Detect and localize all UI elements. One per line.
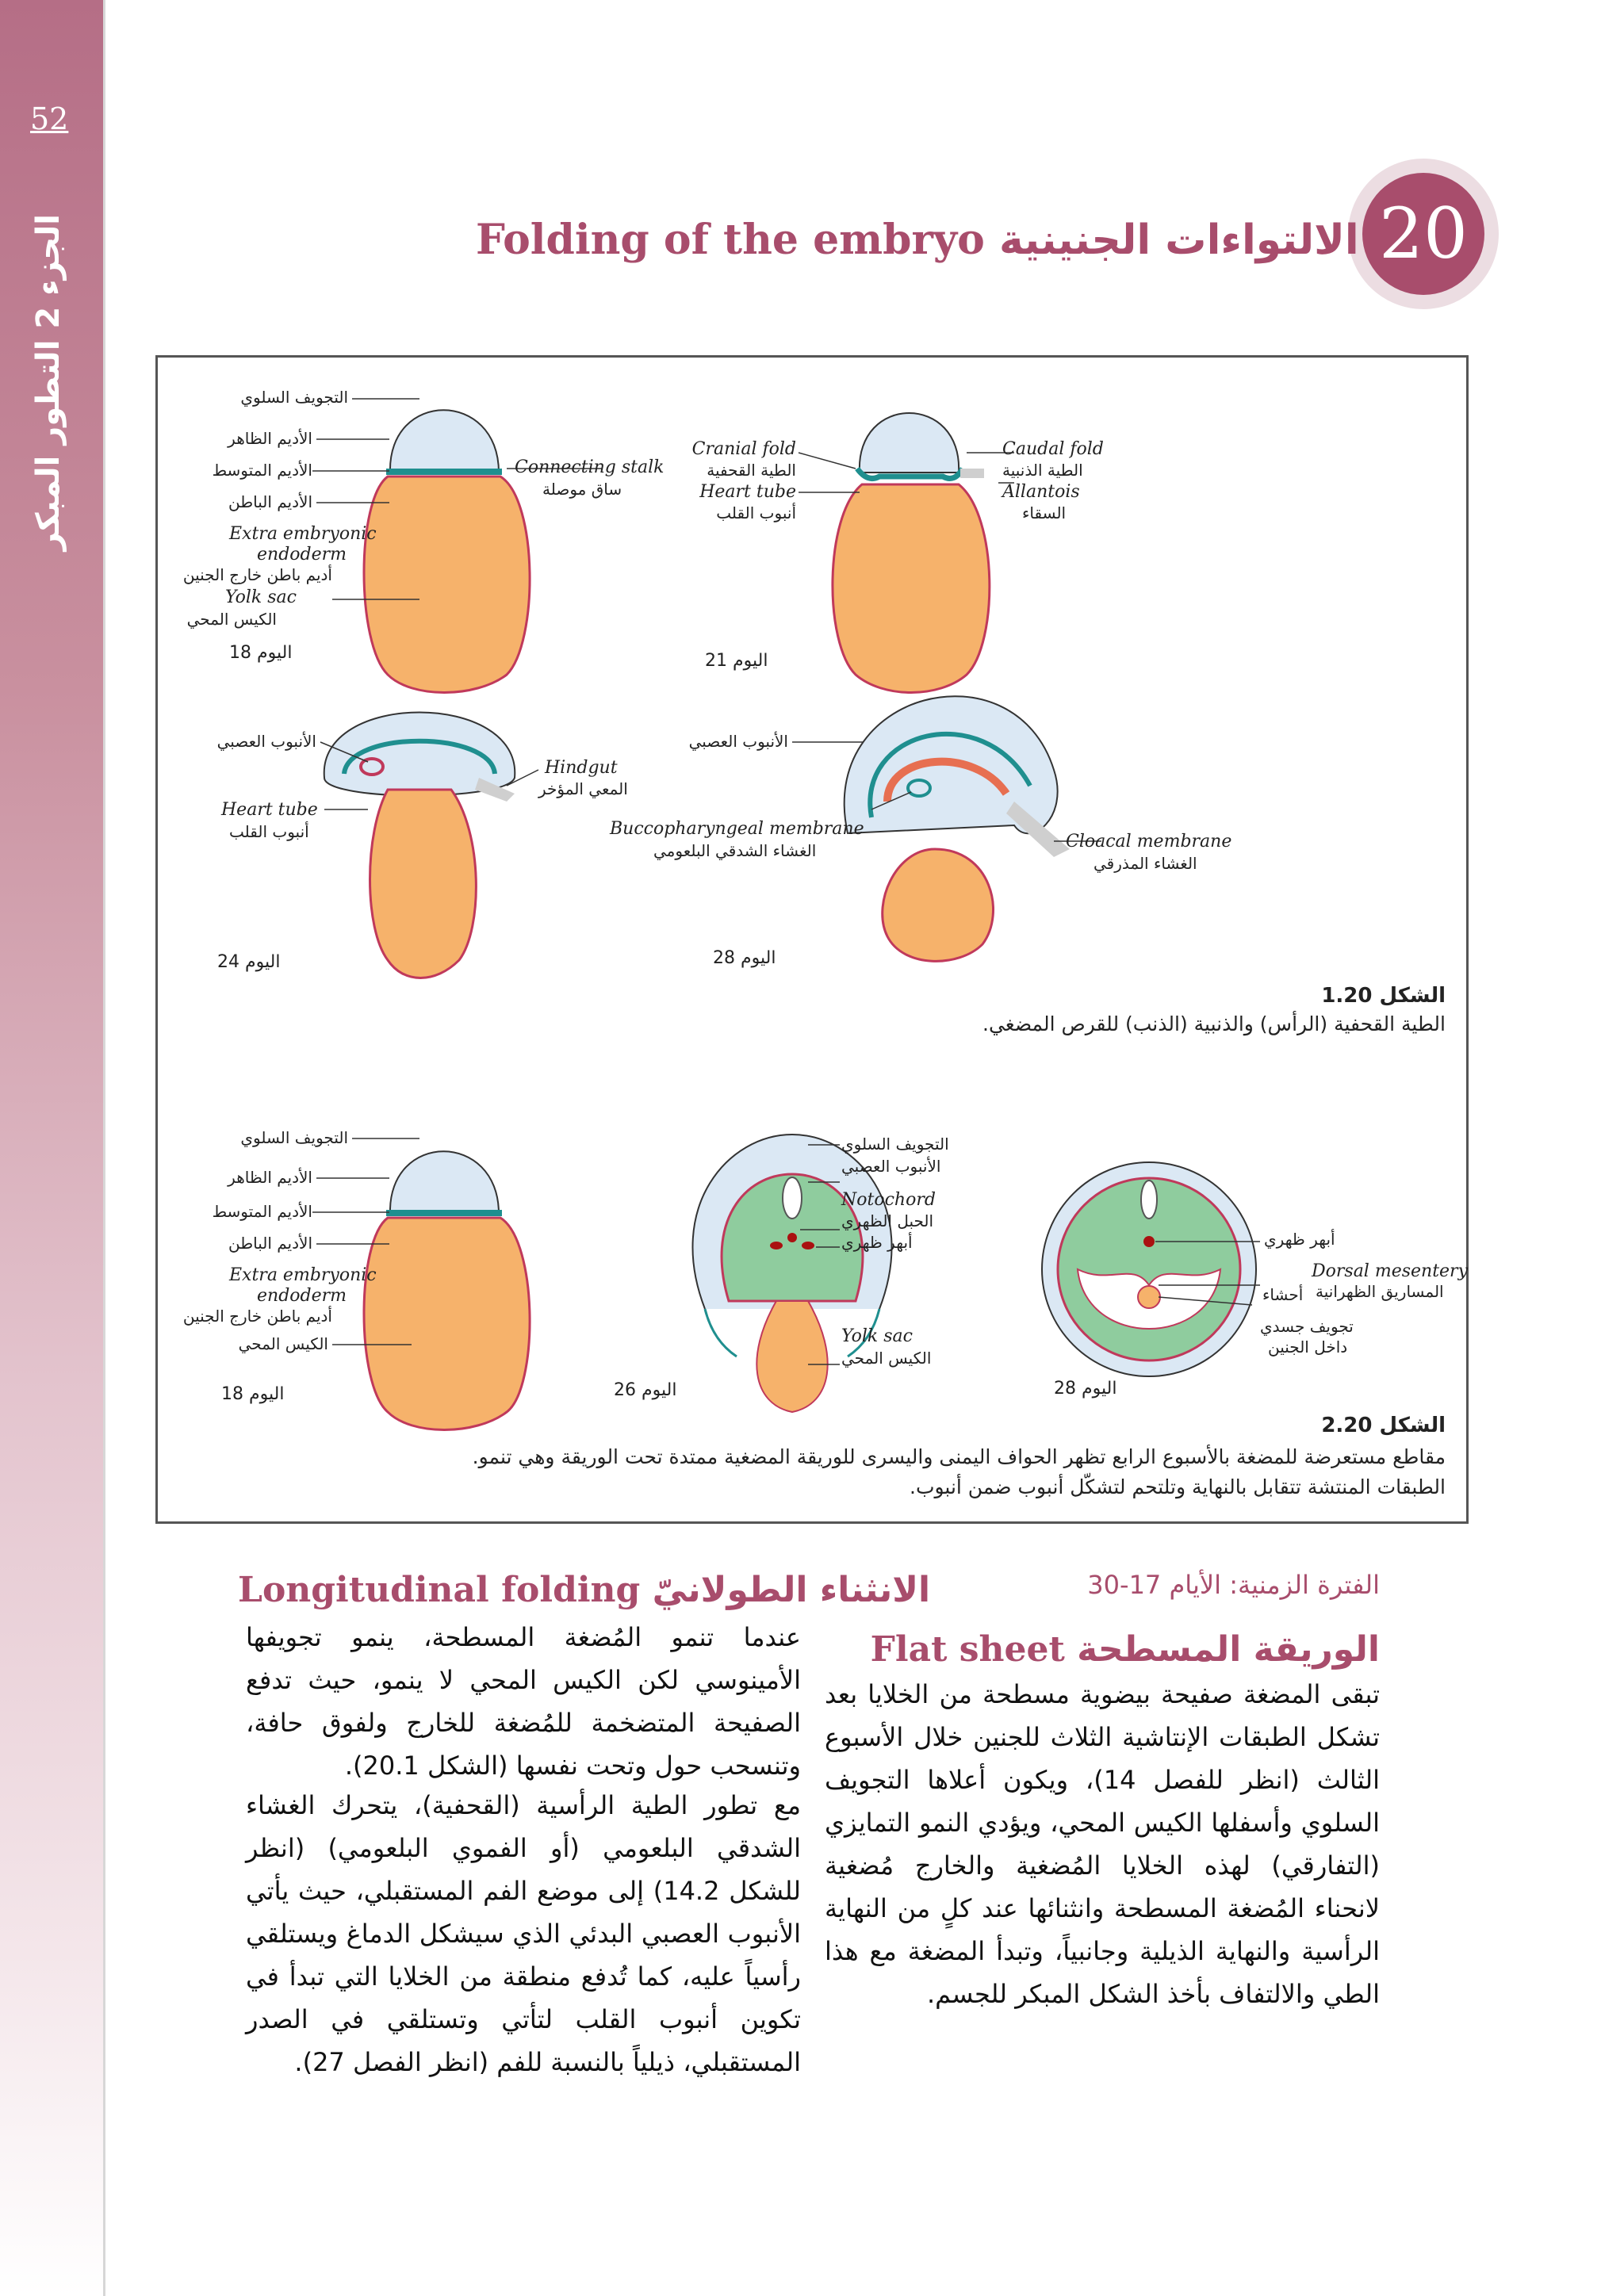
chapter-title — [476, 216, 1359, 271]
flat-sheet-heading-en: Flat sheet — [870, 1629, 1065, 1670]
label-body-cavity-1: تجويف جسدي — [1260, 1317, 1354, 1336]
label-yolk-sac-26-ar: الكيس المحي — [841, 1349, 932, 1368]
label-notochord-en: Notochord — [841, 1190, 936, 1210]
label-amniotic-cavity: التجويف السلوي — [240, 388, 348, 407]
label-day-28: اليوم 28 — [713, 948, 776, 968]
label-hindgut-ar: المعي المؤخر — [538, 779, 628, 798]
label-neural-tube-26: الأنبوب العصبي — [841, 1157, 941, 1176]
embryo-day24-diagram — [324, 713, 515, 978]
label-day-24: اليوم 24 — [217, 952, 281, 972]
label-viscera: أحشاء — [1262, 1285, 1304, 1304]
figure2-caption-title: الشكل 2.20 — [1321, 1414, 1446, 1437]
label-day-26: اليوم 26 — [614, 1380, 677, 1400]
timeline-label: الفترة الزمنية: الأيام 17-30 — [1087, 1570, 1380, 1600]
embryo-day28-diagram — [845, 696, 1070, 961]
label-connecting-stalk-en: Connecting stalk — [515, 457, 665, 477]
label-hindgut-en: Hindgut — [545, 758, 618, 778]
page-number: 52 — [30, 101, 69, 136]
label-extra-embryonic-ar: أديم باطن خارج الجنين — [182, 565, 332, 584]
section-day18-diagram — [364, 1151, 530, 1429]
label-ectoderm-2: الأديم الظاهر — [228, 1168, 312, 1187]
flat-sheet-body: تبقى المضغة صفيحة بيضوية مسطحة من الخلايا بعد تشكل الطبقات الإنتاشية الثلاث للجنين خلال الأسبوع الثالث (انظر للفصل 14)، ويكون أعلاها التجويف السلوي وأسفلها الكيس المحي، ويؤدي النمو التمايزي (التفارقي) لهذه الخلايا المُضغية والخارج مُضغية لانحناء المُضغة المسطحة وانثنائها عند كلٍ من النهاية الرأسية والنهاية الذيلية وجانبياً، وتبدأ المضغة مع هذا الطي والالتفاف بأخذ الشكل المبكر للجسم. — [825, 1679, 1381, 2009]
label-yolk-sac-en: Yolk sac — [225, 587, 297, 607]
label-day-18-2: اليوم 18 — [221, 1384, 285, 1404]
longitudinal-folding-body-2: مع تطور الطية الرأسية (القحفية)، يتحرك الغشاء الشدقي البلعومي (أو الفموي البلعومي) (انظر للشكل 14.2) إلى موضع الفم المستقبلي، حيث يأتي الأنبوب العصبي البدئي الذي سيشكل الدماغ ويستلقي رأسياً عليه، كما تُدفع منطقة من الخلايا التي تبدأ في تكوين أنبوب القلب لتأتي وتستلقي في الصدر المستقبلي، ذيلياً بالنسبة للفم (انظر الفصل 27). — [246, 1790, 802, 2077]
label-cranial-fold-en: Cranial fold — [691, 439, 796, 459]
label-dorsal-mesentery-ar: المساريق الظهرانية — [1316, 1282, 1444, 1301]
label-mesoderm: الأديم المتوسط — [212, 461, 312, 480]
longitudinal-folding-body-1: عندما تنمو المُضغة المسطحة، ينمو تجويفها الأمينوسي لكن الكيس المحي لا ينمو، حيث تدفع الصفيحة المتضخمة للمُضغة للخارج ولفوق حافة، وتنسحب حول وتحت نفسها (الشكل 20.1). — [246, 1622, 801, 1781]
label-amniotic-cavity-2: التجويف السلوي — [240, 1128, 348, 1147]
flat-sheet-heading-ar: الوريقة المسطحة — [1077, 1629, 1380, 1670]
section-day28-diagram — [1042, 1162, 1256, 1376]
label-dorsal-mesentery-en: Dorsal mesentery — [1312, 1261, 1469, 1281]
label-yolk-sac-26-en: Yolk sac — [841, 1326, 913, 1346]
label-dorsal-aorta: أبهر ظهري — [841, 1233, 913, 1252]
label-amniotic-cavity-26: التجويف السلوي — [841, 1135, 949, 1154]
label-cloacal-membrane-en: Cloacal membrane — [1066, 832, 1232, 851]
label-allantois-en: Allantois — [1002, 482, 1080, 502]
label-heart-tube-en: Heart tube — [699, 482, 796, 502]
longitudinal-folding-heading-ar: الانثناء الطولانيّ — [652, 1570, 931, 1610]
label-cloacal-membrane-ar: الغشاء المذرقي — [1094, 854, 1197, 873]
label-yolk-sac-ar: الكيس المحي — [186, 610, 277, 629]
label-endoderm-en-2: endoderm — [257, 1286, 347, 1306]
label-bucco-membrane-ar: الغشاء الشدقي البلعومي — [653, 841, 817, 860]
label-connecting-stalk-ar: ساق موصلة — [542, 480, 622, 499]
longitudinal-folding-heading-en: Longitudinal folding — [238, 1570, 641, 1610]
chapter-number: 20 — [1362, 173, 1484, 295]
label-day-21: اليوم 21 — [705, 651, 768, 671]
label-heart-tube-24-ar: أنبوب القلب — [229, 822, 309, 841]
longitudinal-folding-heading — [238, 1570, 931, 1610]
part-title: الجزء 2 التطور المبكر — [30, 214, 67, 551]
section-day26-diagram — [692, 1135, 891, 1412]
label-extra-embryonic-en-2: Extra embryonic — [229, 1265, 377, 1285]
label-mesoderm-2: الأديم المتوسط — [212, 1202, 312, 1221]
chapter-title-ar: الالتواءات الجنينية — [998, 216, 1359, 264]
figure1-caption: الطية القحفية (الرأس) والذنبية (الذنب) للقرص المضغي. — [982, 1012, 1446, 1035]
label-neural-tube: الأنبوب العصبي — [216, 732, 316, 751]
sidebar-divider — [103, 0, 105, 2296]
label-body-cavity-2: داخل الجنين — [1268, 1337, 1348, 1357]
label-neural-tube-28: الأنبوب العصبي — [688, 732, 788, 751]
label-caudal-fold-en: Caudal fold — [1002, 439, 1104, 459]
label-bucco-membrane-en: Buccopharyngeal membrane — [610, 819, 864, 839]
embryo-day18-diagram — [364, 410, 530, 692]
label-extra-embryonic-en: Extra embryonic — [229, 524, 377, 544]
label-heart-tube-ar: أنبوب القلب — [716, 503, 796, 522]
chapter-title-en: Folding of the embryo — [476, 216, 985, 264]
label-day-18: اليوم 18 — [229, 643, 293, 663]
label-ectoderm: الأديم الظاهر — [228, 429, 312, 448]
label-endoderm-en: endoderm — [257, 545, 347, 564]
embryo-day21-diagram — [833, 413, 990, 693]
figure-box — [155, 355, 1469, 1524]
figure2-caption-line1: مقاطع مستعرضة للمضغة بالأسبوع الرابع تظهر الحواف اليمنى واليسرى للوريقة المضغية ممتدة تحت الوريقة وهي تنمو. — [472, 1445, 1446, 1468]
figure1-caption-title: الشكل 1.20 — [1321, 984, 1446, 1008]
label-day-28-2: اليوم 28 — [1054, 1379, 1117, 1399]
label-dorsal-aorta-28: أبهر ظهري — [1264, 1230, 1335, 1249]
label-endoderm: الأديم الباطن — [228, 492, 312, 511]
label-caudal-fold-ar: الطية الذنبية — [1002, 461, 1083, 480]
label-endoderm-2: الأديم الباطن — [228, 1234, 312, 1253]
label-heart-tube-24-en: Heart tube — [221, 800, 318, 820]
figure2-caption-line2: الطبقات المنتشة تتقابل بالنهاية وتلتحم لتشكّل أنبوب ضمن أنبوب. — [910, 1475, 1446, 1498]
label-allantois-ar: السقاء — [1022, 503, 1067, 522]
label-extra-embryonic-ar-2: أديم باطن خارج الجنين — [182, 1307, 332, 1326]
label-cranial-fold-ar: الطية القحفية — [707, 461, 796, 480]
label-notochord-ar: الحبل الظهري — [841, 1211, 934, 1230]
label-yolk-sac-ar-2: الكيس المحي — [238, 1334, 328, 1353]
flat-sheet-heading — [825, 1629, 1380, 1670]
